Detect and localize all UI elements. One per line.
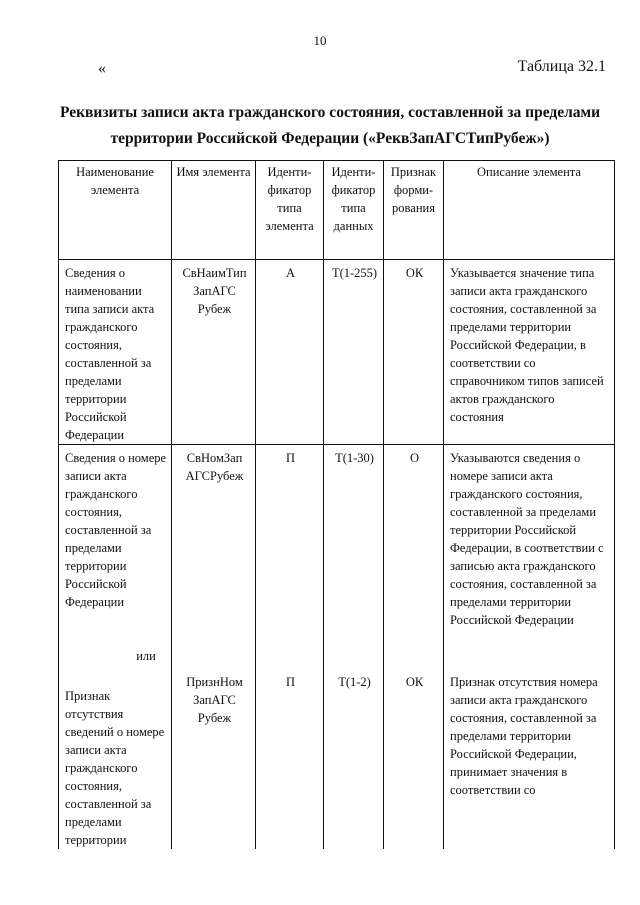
header-element-type: Иденти-фикатор типа элемента [256,161,324,260]
cell-formation: ОК [384,260,444,445]
header-formation: Признак форми-рования [384,161,444,260]
title-line-1: Реквизиты записи акта гражданского состояния, составленной за пределами [59,104,601,121]
cell-element-name: СвНаимТип ЗапАГС Рубеж [172,260,256,445]
requisites-table [58,160,615,849]
header-description: Описание элемента [444,161,615,260]
cell-name-text: Сведения о номере записи акта гражданского состояния, составленной за пределами территории Российской Федерации [65,451,167,609]
cell-formation-alt-text: ОК [405,675,424,689]
header-element-id: Имя элемента [172,161,256,260]
cell-element-name [172,445,256,850]
table-row [59,260,615,445]
title-line-2: территории Российской Федерации («РеквЗапАГСТипРубеж») [110,130,550,147]
cell-element-name-alt-text: ПризнНом ЗапАГС Рубеж [186,675,243,725]
cell-name: Сведения о наименовании типа записи акта гражданского состояния, составленной за пределами территории Российской Федерации [59,260,172,445]
document-title [40,100,620,152]
cell-data-type-text: Т(1-30) [335,451,374,465]
cell-description-alt-text: Признак отсутствия номера записи акта гражданского состояния, составленной за пределами территории Российской Федерации, принимает значения в соответствии со [450,675,598,797]
cell-element-name-text: СвНомЗап АГСРубеж [185,451,244,483]
header-data-type: Иденти-фикатор типа данных [324,161,384,260]
cell-formation-text: О [409,451,420,465]
cell-description: Указывается значение типа записи акта гражданского состояния, составленной за пределами территории Российской Федерации, в соответствии со справочником типов записей актов гражданского состояния [444,260,615,445]
page-number: 10 [313,33,327,48]
cell-element-type: А [256,260,324,445]
cell-data-type: Т(1-255) [324,260,384,445]
or-separator: или [136,649,156,663]
header-element-name: Наименование элемента [59,161,172,260]
table-label: Таблица 32.1 [517,58,606,75]
cell-formation [384,445,444,850]
table-header-row [59,161,615,260]
table-row [59,445,615,850]
cell-data-type [324,445,384,850]
cell-name [59,445,172,850]
cell-element-type-text: П [285,451,296,465]
cell-element-type [256,445,324,850]
cell-description-text: Указываются сведения о номере записи акта гражданского состояния, составленной за пределами территории Российской Федерации, в соответствии с записью акта гражданского состояния, составленной за пределами территории Российской Федерации [450,451,604,627]
cell-data-type-alt-text: Т(1-2) [338,675,371,689]
opening-quote: « [98,60,106,77]
cell-name-alt-text: Признак отсутствия сведений о номере записи акта гражданского состояния, составленной за пределами территории [65,689,165,847]
cell-description [444,445,615,850]
cell-element-type-alt-text: П [285,675,296,689]
